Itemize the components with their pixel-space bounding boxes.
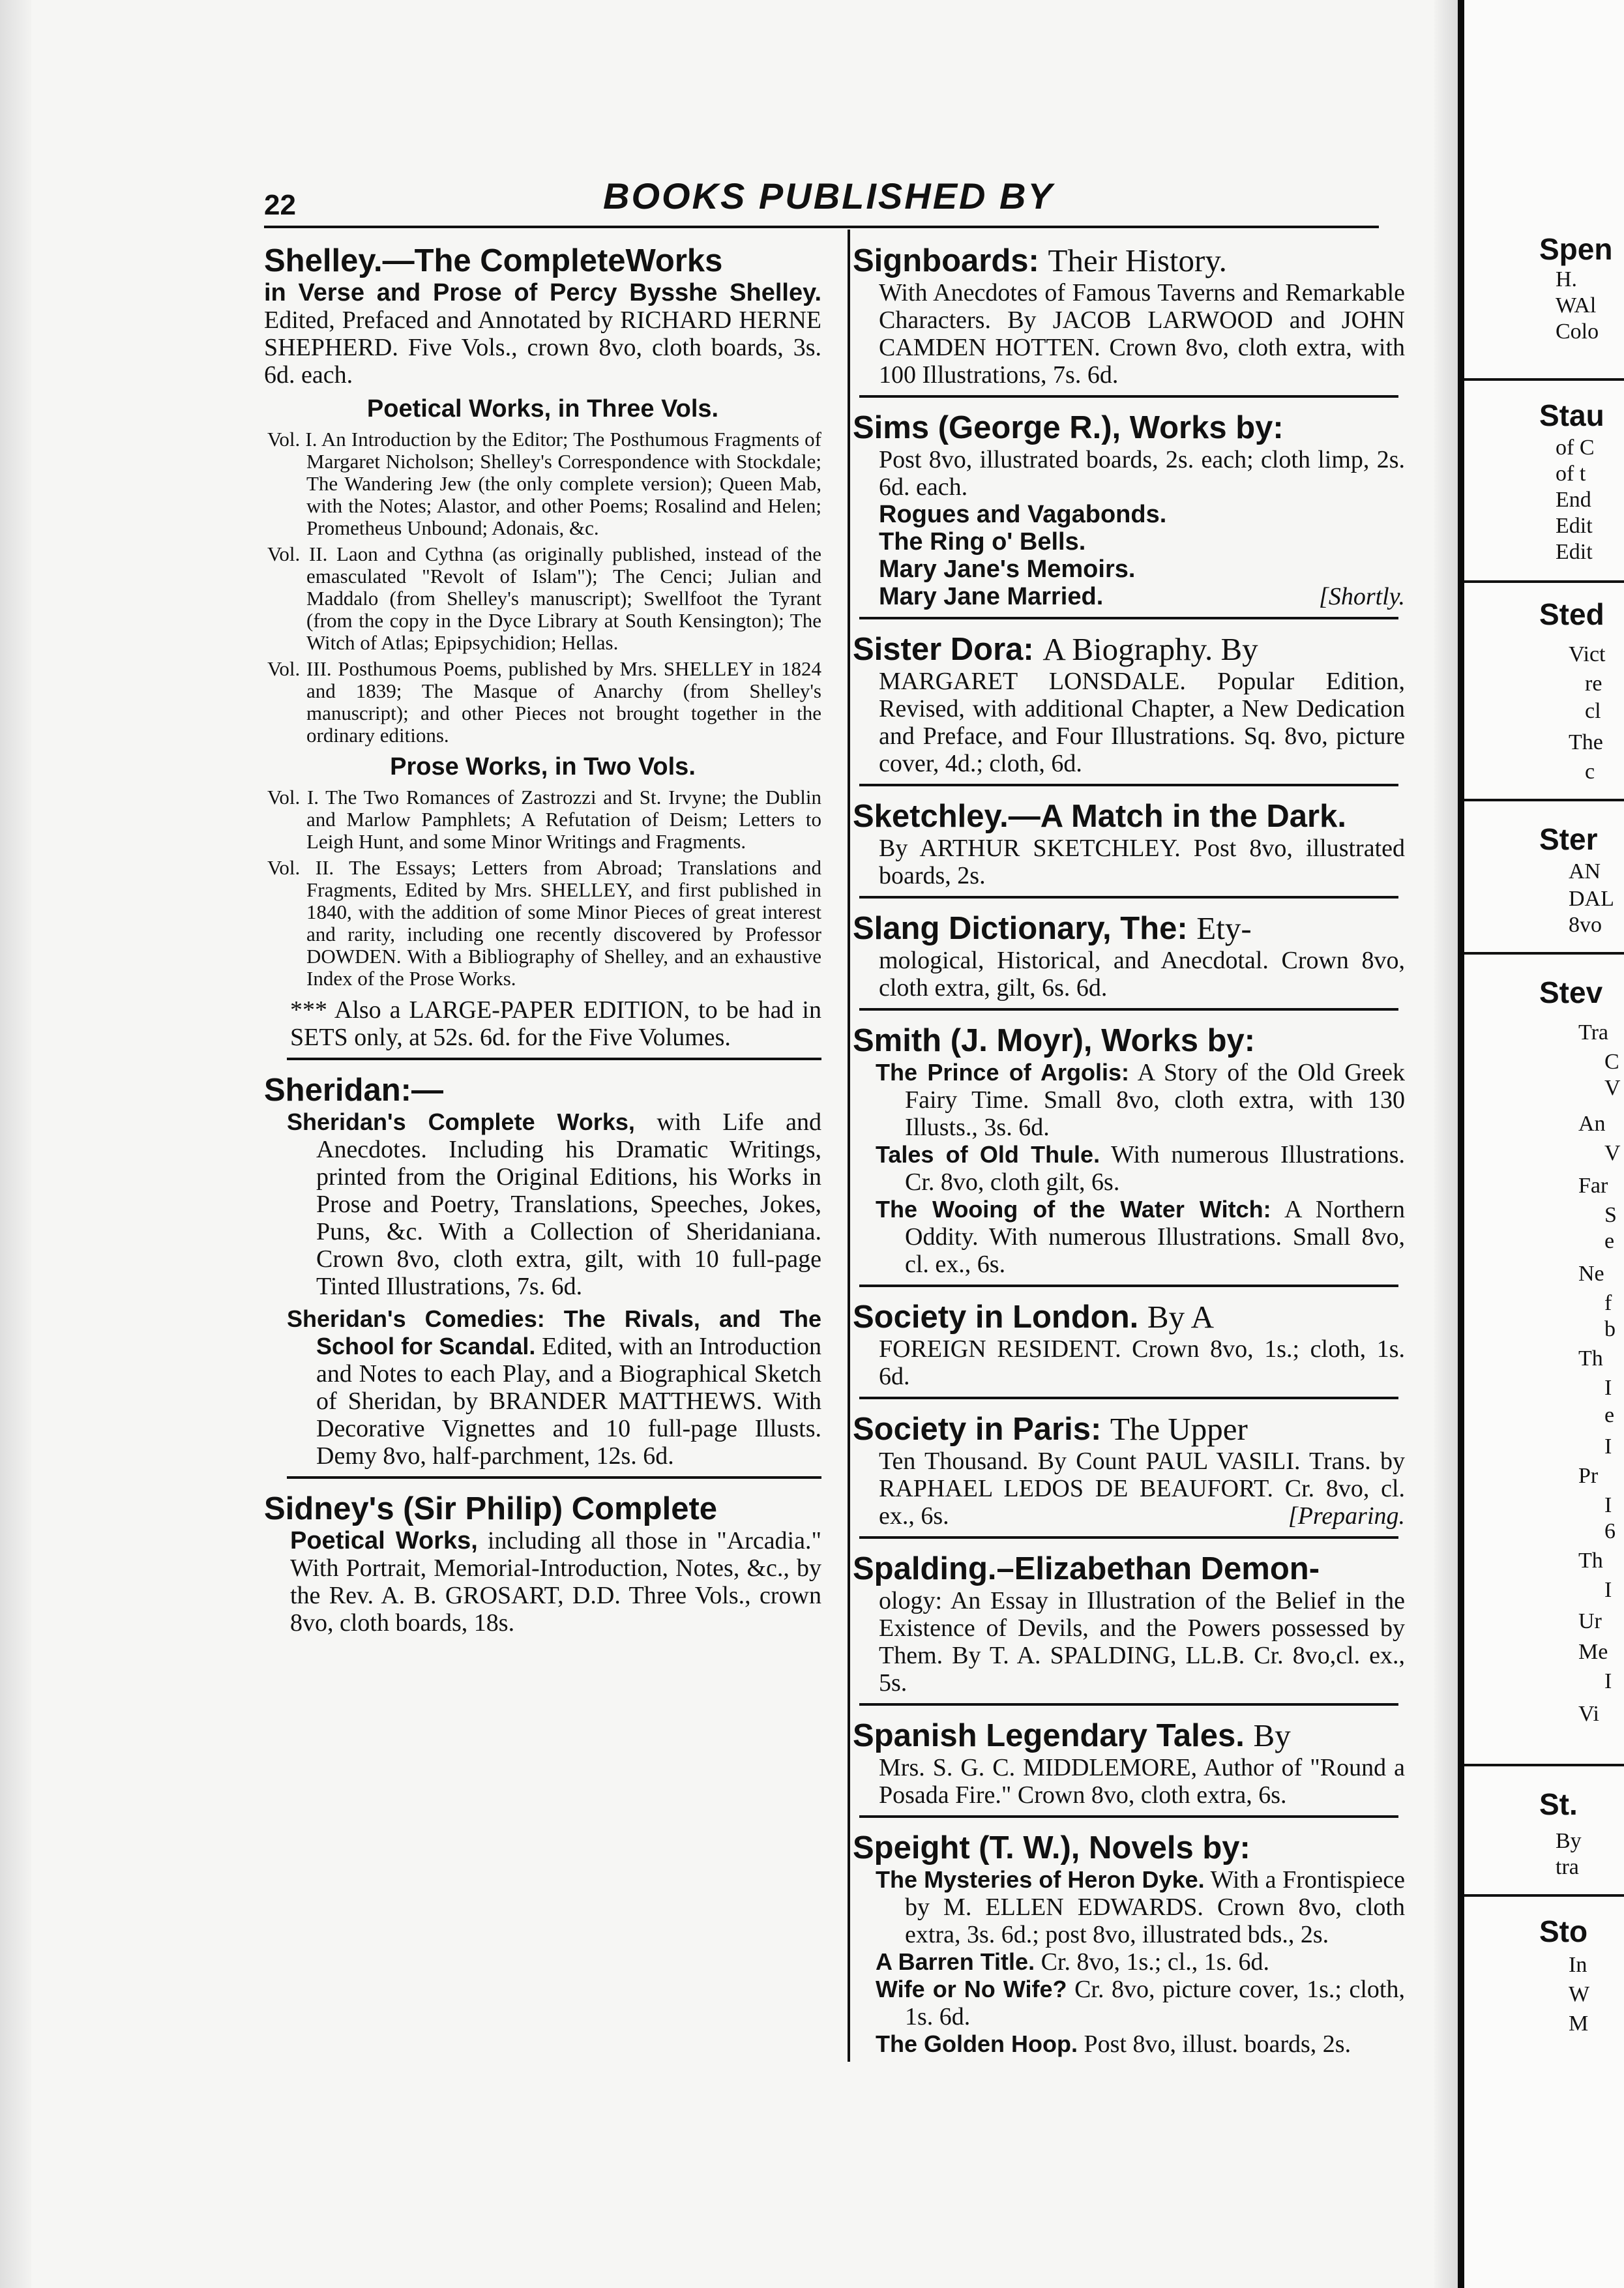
entry-body [853,1448,1405,1530]
heading-rest: Ety- [1196,910,1252,946]
book-item [853,1866,1405,1948]
book-item [853,2030,1405,2058]
running-head: BOOKS PUBLISHED BY [603,175,1054,216]
fragment: Colo [1556,319,1599,344]
book-item [853,1059,1405,1141]
entry-society-london [848,1299,1405,1390]
entry-heading: Sketchley.—A Match in the Dark. [853,799,1346,834]
heading-main: Signboards: [853,243,1039,278]
fragment: 6 [1604,1519,1616,1543]
book-title: The Wooing of the Water Witch: [876,1196,1271,1223]
volume-note: Vol. I. An Introduction by the Editor; The Posthumous Fragments of Margaret Nicholson; Shelley's Correspondence with Stockdale; The Wandering Jew (the only complete version); Queen Mab, with the Notes; Alastor, and other Poems; Rosalind and Helen; Prometheus Unbound; Adonais, &c. [267,428,821,539]
entry-description: By ARTHUR SKETCHLEY. Post 8vo, illustrated boards, 2s. [879,835,1405,889]
book-item [264,1305,821,1470]
entry-description: Ten Thousand. By Count PAUL VASILI. Trans. by RAPHAEL LEDOS DE BEAUFORT. Cr. 8vo, cl. ex., 6s. [879,1448,1405,1530]
fragment: DAL [1569,887,1614,911]
book-title: Wife or No Wife? [876,1976,1067,2002]
fragment: Sto [1539,1914,1588,1948]
heading-rest: A Biography. By [1042,631,1258,667]
entry-rule [859,896,1398,899]
entry-heading: Sims (George R.), Works by: [853,410,1284,445]
entry-heading [853,1299,1405,1335]
fragment: S [1604,1203,1617,1227]
fragment: Tra [1578,1020,1608,1045]
entry-heading: Sheridan:— [264,1073,443,1108]
book-description: Cr. 8vo, picture cover, 1s.; cloth, 1s. 6d. [905,1976,1405,2030]
book-description: With numerous Illustrations. Cr. 8vo, cloth gilt, 6s. [905,1141,1405,1196]
fragment: Th [1578,1549,1603,1573]
book-item [853,1141,1405,1196]
fragment: AN [1569,859,1601,884]
book-spine [1458,0,1464,2288]
entry-smith [848,1022,1405,1278]
entry-rule [287,1476,821,1479]
entry-heading: Sidney's (Sir Philip) Complete [264,1491,718,1526]
book-item [853,1976,1405,2030]
book-item [264,1108,821,1300]
fragment: Pr [1578,1464,1599,1488]
section-title-poetical: Poetical Works, in Three Vols. [366,395,719,423]
entry-sketchley [848,798,1405,889]
entry-sister-dora [848,631,1405,777]
entry-rule [859,1397,1398,1399]
fragment: e [1604,1229,1615,1253]
book-title: The Golden Hoop. [876,2030,1078,2057]
fragment-rule [1464,580,1624,583]
fragment-rule [1464,1764,1624,1766]
entry-sidney [264,1491,821,1637]
entry-society-paris [848,1411,1405,1530]
fragment: of C [1556,436,1595,460]
entry-spanish [848,1717,1405,1809]
next-page-sliver [1464,0,1624,2288]
entry-heading: Smith (J. Moyr), Works by: [853,1023,1256,1058]
fragment: M [1569,2012,1589,2036]
fragment: C [1604,1050,1619,1074]
book-description: Cr. 8vo, 1s.; cl., 1s. 6d. [1041,1948,1270,1976]
fragment: b [1604,1317,1616,1341]
heading-rest: The Upper [1110,1411,1248,1447]
entry-body [264,1527,821,1637]
entry-heading [853,910,1405,947]
fragment: Stau [1539,398,1604,432]
fragment: f [1604,1291,1612,1315]
fragment: Ster [1539,822,1598,856]
entry-rule [859,1703,1398,1706]
fragment: Edit [1556,514,1593,538]
entry-rule [859,395,1398,398]
book-description: Edited, with an Introduction and Notes to each Play, and a Biographical Sketch of Sheridan, by BRANDER MATTHEWS. With Decorative Vignettes and 10 full-page Illusts. Demy 8vo, half-parchment, 12s. 6d. [316,1333,822,1470]
fragment-rule [1464,952,1624,955]
book-title: The Ring o' Bells. [879,528,1086,556]
heading-main: Spanish Legendary Tales. [853,1718,1245,1753]
fragment: End [1556,488,1591,512]
fragment: By [1556,1829,1582,1853]
right-column [848,243,1405,2058]
book-description: with Life and Anecdotes. Including his Dramatic Writings, printed from the Original Editions, his Works in Prose and Poetry, Translations, Speeches, Jokes, Puns, &c. With a Collection of Sheridaniana. Crown 8vo, cloth extra, gilt, with 10 full-page Tinted Illustrations, 7s. 6d. [316,1108,821,1300]
entry-signboards [848,243,1405,389]
heading-main: Society in London. [853,1300,1139,1335]
volume-note: Vol. I. The Two Romances of Zastrozzi and St. Irvyne; the Dublin and Marlow Pamphlets; A Refutation of Deism; Letters to Leigh Hunt, and some Minor Writings and Fragments. [267,786,821,853]
large-paper-note: *** Also a LARGE-PAPER EDITION, to be had in SETS only, at 52s. 6d. for the Five Volumes. [290,996,821,1051]
heading-rest: By [1253,1717,1291,1753]
fragment-rule [1464,1894,1624,1897]
volume-note: Vol. III. Posthumous Poems, published by Mrs. SHELLEY in 1824 and 1839; The Masque of Anarchy (from Shelley's manuscript); and other Pieces not brought together in the ordinary editions. [267,657,821,747]
book-title: Sheridan's Comedies: The Rivals, and The School for Scandal. [287,1305,821,1359]
fragment: W [1569,1982,1590,2006]
book-title: Mary Jane's Memoirs. [879,556,1136,583]
entry-heading [853,1411,1405,1448]
fragment: of t [1556,462,1586,486]
fragment-rule [1464,378,1624,381]
book-title: Rogues and Vagabonds. [879,501,1167,528]
book-description: A Story of the Old Greek Fairy Time. Small 8vo, cloth extra, with 130 Illusts., 3s. 6d. [905,1059,1405,1141]
entry-description: MARGARET LONSDALE. Popular Edition, Revised, with additional Chapter, a New Dedication and Preface, and Four Illustrations. Sq. 8vo, picture cover, 4d.; cloth, 6d. [879,668,1405,777]
entry-rule [859,1285,1398,1287]
entry-description: FOREIGN RESIDENT. Crown 8vo, 1s.; cloth, 1s. 6d. [879,1335,1405,1390]
fragment: Stev [1539,975,1603,1009]
entry-description: ology: An Essay in Illustration of the Belief in the Existence of Devils, and the Powers possessed by Them. By T. A. SPALDING, LL.B. Cr. 8vo,cl. ex., 5s. [879,1587,1405,1697]
entry-shelley [264,243,821,1051]
entry-rule [859,1008,1398,1011]
fragment: Me [1578,1640,1608,1664]
entry-description: mological, Historical, and Anecdotal. Crown 8vo, cloth extra, gilt, 6s. 6d. [879,947,1405,1002]
entry-rule [859,1815,1398,1818]
entry-rule [859,617,1398,619]
fragment: cl [1585,699,1601,723]
entry-heading [853,243,1405,279]
entry-heading: Shelley.—The CompleteWorks [264,243,723,278]
book-description: With a Frontispiece by M. ELLEN EDWARDS. Crown 8vo, cloth extra, 3s. 6d.; post 8vo, illustrated bds., 2s. [905,1866,1405,1948]
entry-description: including all those in "Arcadia." With Portrait, Memorial-Introduction, Notes, &c., by the Rev. A. B. GROSART, D.D. Three Vols., crown 8vo, cloth boards, 18s. [290,1527,821,1637]
book-line [853,583,1405,610]
book-title: Sheridan's Complete Works, [287,1108,635,1135]
fragment: Ur [1578,1609,1602,1633]
fragment: Vict [1569,642,1606,666]
fragment: I [1604,1493,1612,1517]
fragment: 8vo [1569,913,1602,937]
book-title: Mary Jane Married. [879,583,1104,610]
book-item [853,1196,1405,1278]
fragment: An [1578,1112,1606,1136]
fragment: c [1585,760,1595,784]
book-title: Poetical Works, [290,1527,478,1554]
fragment: St. [1539,1787,1578,1821]
fragment: tra [1556,1855,1579,1879]
entry-heading: Speight (T. W.), Novels by: [853,1830,1250,1865]
entry-sims [848,409,1405,610]
entry-description: Mrs. S. G. C. MIDDLEMORE, Author of "Round a Posada Fire." Crown 8vo, cloth extra, 6s. [879,1754,1405,1809]
entry-heading: Spalding.–Elizabethan Demon- [853,1551,1320,1586]
fragment: Th [1578,1346,1603,1371]
fragment: Edit [1556,540,1593,564]
fragment: V [1604,1076,1621,1100]
book-title: Tales of Old Thule. [876,1141,1100,1168]
heading-main: Sister Dora: [853,632,1034,667]
left-gutter-shadow [0,0,31,2288]
book-description: A Northern Oddity. With numerous Illustrations. Small 8vo, cl. ex., 6s. [905,1196,1405,1278]
binding-shadow [1434,0,1458,2288]
entry-slang [848,910,1405,1002]
entry-rule [859,1536,1398,1539]
entry-sheridan [264,1072,821,1470]
fragment: WAl [1556,293,1597,318]
heading-rest: By A [1147,1299,1215,1335]
fragment: e [1604,1403,1615,1427]
entry-description: Edited, Prefaced and Annotated by RICHARD HERNE SHEPHERD. Five Vols., crown 8vo, cloth boards, 3s. 6d. each. [264,306,821,389]
heading-rest: Their History. [1048,243,1227,278]
book-title: The Mysteries of Heron Dyke. [876,1866,1205,1893]
fragment: Sted [1539,597,1604,631]
fragment: I [1604,1578,1612,1602]
status-tag: [Shortly. [1319,583,1405,610]
status-tag: [Preparing. [1288,1502,1405,1530]
entry-spalding [848,1551,1405,1697]
heading-main: Society in Paris: [853,1412,1102,1447]
entry-description: With Anecdotes of Famous Taverns and Remarkable Characters. By JACOB LARWOOD and JOHN CAMDEN HOTTEN. Crown 8vo, cloth extra, with 100 Illustrations, 7s. 6d. [879,279,1405,389]
book-description: Post 8vo, illust. boards, 2s. [1084,2030,1351,2058]
fragment: I [1604,1376,1612,1400]
fragment: Far [1578,1174,1608,1198]
fragment: Spen [1539,232,1613,266]
book-title: The Prince of Argolis: [876,1059,1129,1086]
entry-body [264,279,821,389]
section-title-prose: Prose Works, in Two Vols. [390,753,696,780]
entry-heading [853,631,1405,668]
book-item [853,1948,1405,1976]
fragment: Ne [1578,1262,1604,1286]
book-title: A Barren Title. [876,1948,1035,1975]
fragment: H. [1556,267,1578,291]
entry-speight [848,1830,1405,2058]
page-number: 22 [264,189,296,221]
entry-rule [287,1058,821,1060]
heading-main: Slang Dictionary, The: [853,911,1188,946]
fragment: I [1604,1434,1612,1459]
header-rule [264,226,1379,228]
fragment: The [1569,730,1603,754]
entry-description: Post 8vo, illustrated boards, 2s. each; cloth limp, 2s. 6d. each. [879,446,1405,501]
fragment: I [1604,1669,1612,1693]
fragment: Vi [1578,1702,1599,1726]
fragment-rule [1464,799,1624,801]
entry-rule [859,784,1398,786]
entry-subtitle: in Verse and Prose of Percy Bysshe Shelley. [264,279,821,306]
fragment: re [1585,672,1602,696]
volume-note: Vol. II. The Essays; Letters from Abroad; Translations and Fragments, Edited by Mrs. SHELLEY, and first published in 1840, with the addition of some Minor Pieces of great interest and rarity, including one recently discovered by Professor DOWDEN. With a Bibliography of Shelley, and an exhaustive Index of the Prose Works. [267,856,821,990]
fragment: V [1604,1141,1621,1165]
volume-note: Vol. II. Laon and Cythna (as originally published, instead of the emasculated "Revolt of Islam"); The Cenci; Julian and Maddalo (from Shelley's manuscript); Swellfoot the Tyrant (from the copy in the Dyce Library at South Kensington); The Witch of Atlas; Epipsychidion; Hellas. [267,542,821,654]
fragment: In [1569,1953,1587,1977]
left-column [264,243,821,1637]
entry-heading [853,1717,1405,1754]
